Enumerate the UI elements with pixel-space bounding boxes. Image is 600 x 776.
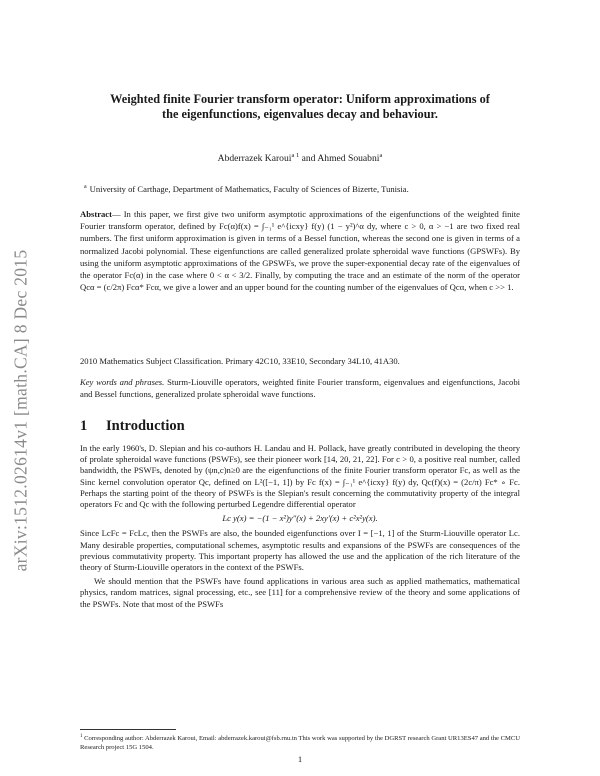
arxiv-stamp [6, 190, 36, 630]
page-number: 1 [297, 754, 303, 764]
footnote-divider [80, 729, 176, 730]
footnote-mark: 1 [80, 734, 83, 739]
keywords-label: Key words and phrases. [80, 377, 165, 387]
affiliation-mark: a [84, 184, 87, 191]
section-heading [80, 418, 520, 435]
author-souabni: Ahmed Souabni [317, 153, 380, 165]
section-title: Introduction [106, 418, 185, 434]
arxiv-identifier: arXiv:1512.02614v1 [math.CA] 8 Dec 2015 [10, 249, 31, 571]
intro-paragraph-1b: Since LcFc = FcLc, then the PSWFs are also, the bounded eigenfunctions over I = [−1, 1] of the Sturm-Liouville operator Lc. Many desirable properties, computational schemes, asymptotic results and expansions of the PSWFs are consequences of the previous commutativity property. This important property has allowed the use and the application of the rich literature of the theory of Sturm-Liouville operators in the context of the PSWFs. [80, 528, 520, 573]
affiliation [84, 184, 520, 194]
author-list [80, 152, 520, 164]
author-karoui: Abderrazek Karoui [217, 153, 292, 165]
legendre-equation: Lc y(x) = −(1 − x²)y″(x) + 2xy′(x) + c²x²y(x). [222, 513, 378, 524]
intro-paragraph-2: We should mention that the PSWFs have found applications in various area such as applied mathematics, mathematical physics, random matrices, signal processing, etc., see [11] for a comprehensive review of the theory and some applications of the PSWFs. Note that most of the PSWFs [80, 576, 520, 609]
footnote-text: Corresponding author: Abderrazek Karoui, Email: abderrazek.karoui@fsb.rnu.tn This work was supported by the DGRST research Grant UR13ES47 and the CMCU Research project 15G 1504. [80, 735, 520, 751]
affiliation-text: University of Carthage, Department of Mathematics, Faculty of Sciences of Bizerte, Tunisia. [89, 184, 409, 194]
abstract-label: Abstract [80, 209, 112, 219]
footnote [80, 733, 520, 752]
title-line-1: Weighted finite Fourier transform operator: Uniform approximations of [110, 92, 490, 106]
abstract [80, 208, 520, 293]
keywords [80, 376, 520, 400]
author-karoui-marks: a 1 [291, 152, 300, 159]
intro-paragraph-1a: In the early 1960's, D. Slepian and his co-authors H. Landau and H. Pollack, have greatly contributed in developing the theory of prolate spheroidal wave functions (PSWFs), see their pioneer work [14, 20, 21, 22]. For c > 0, a positive real number, called bandwidth, the PSWFs, denoted by (ψn,c)n≥0 are the eigenfunctions of the finite Fourier transform operator Fc, as well as the Sinc kernel convolution operator Qc, defined on L²([−1, 1]) by Fc f(x) = ∫₋₁¹ e^{icxy} f(y) dy, Qc(f)(x) = (2c/π) Fc* ∘ Fc. Perhaps the starting point of the theory of PSWFs is the Slepian's result concerning the commutativity property of the integral operators Fc and Qc with the following perturbed Legendre differential operator [80, 443, 520, 510]
author-conjunction: and [301, 153, 316, 165]
msc-classification: 2010 Mathematics Subject Classification. Primary 42C10, 33E10, Secondary 34L10, 41A30. [80, 356, 400, 366]
paper-title [80, 92, 520, 122]
author-souabni-mark: a [379, 152, 383, 159]
keywords-text: Sturm-Liouville operators, weighted finite Fourier transform, eigenvalues and eigenfunctions, Jacobi and Bessel functions, generalized prolate spheroidal wave functions. [80, 377, 521, 399]
title-line-2: the eigenfunctions, eigenvalues decay and behaviour. [162, 107, 438, 121]
section-number: 1 [80, 418, 88, 434]
section-body [80, 443, 520, 613]
abstract-text: — In this paper, we first give two uniform asymptotic approximations of the eigenfunctions of the weighted finite Fourier transform operator, defined by Fc(α)f(x) = ∫₋₁¹ e^{icxy} f(y) (1 − y²)^α dy, where c > 0, α > −1 are two fixed real numbers. The first uniform approximation is given in terms of a Bessel function, whereas the second one is given in terms of a normalized Jacobi polynomial. These eigenfunctions are called generalized prolate spheroidal wave functions (GPSWFs). By using the uniform asymptotic approximations of the GPSWFs, we prove the super-exponential decay rate of the eigenvalues of the operator Fc(α) in the case where 0 < α < 3/2. Finally, by computing the trace and an estimate of the norm of the operator Qcα = (c/2π) Fcα* Fcα, we give a lower and an upper bound for the counting number of the eigenvalues of Qcα, when c >> 1. [80, 209, 520, 293]
